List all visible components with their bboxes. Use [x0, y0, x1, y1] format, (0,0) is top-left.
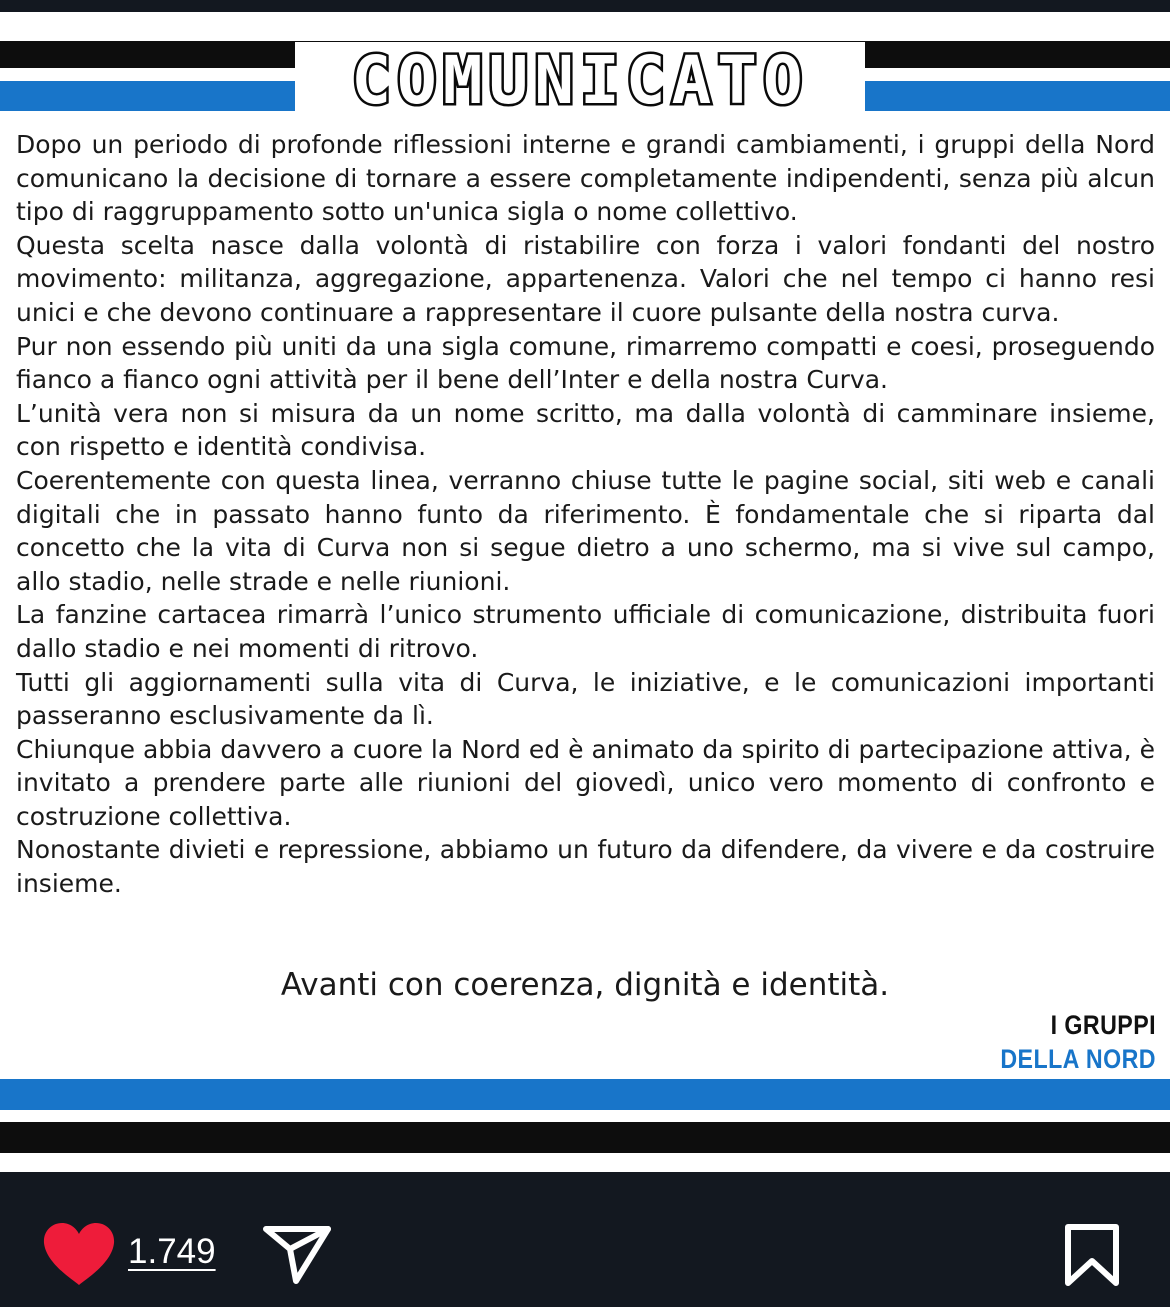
signature-line-1: I GRUPPI: [1050, 1010, 1156, 1040]
title-box: [295, 42, 865, 120]
save-button[interactable]: [1064, 1223, 1120, 1287]
post-title: COMUNICATO: [351, 42, 809, 119]
paragraph: Dopo un periodo di profonde riflessioni interne e grandi cambiamenti, i gruppi della Nord comunicano la decisione di tornare a essere completamente indipendenti, senza più alcun tipo di raggruppamento sotto un'unica sigla o nome collettivo.: [16, 130, 1155, 227]
signature: [1000, 1008, 1156, 1076]
closing-line: Avanti con coerenza, dignità e identità.: [280, 967, 890, 1003]
paragraph: Nonostante divieti e repressione, abbiamo un futuro da difendere, da vivere e da costruire insieme.: [16, 835, 1155, 899]
paragraph: La fanzine cartacea rimarrà l’unico strumento ufficiale di comunicazione, distribuita fuori dallo stadio e nei momenti di ritrovo.: [16, 600, 1155, 663]
paragraph: Chiunque abbia davvero a cuore la Nord ed è animato da spirito di partecipazione attiva, è invitato a prendere parte alle riunioni del giovedì, unico vero momento di confronto e costruzione collettiva.: [16, 734, 1155, 831]
paragraph: Questa scelta nasce dalla volontà di ristabilire con forza i valori fondanti del nostro movimento: militanza, aggregazione, appartenenza. Valori che nel tempo ci hanno resi unici e che devono continuare a rappresentare il cuore pulsante della nostra curva.: [16, 230, 1155, 327]
paragraph: Tutti gli aggiornamenti sulla vita di Curva, le iniziative, e le comunicazioni importanti passeranno esclusivamente da lì.: [16, 667, 1155, 731]
signature-line-2: DELLA NORD: [1000, 1044, 1156, 1074]
like-button[interactable]: [42, 1221, 116, 1287]
share-button[interactable]: [262, 1223, 332, 1285]
heart-icon: [42, 1221, 116, 1287]
paragraph: L’unità vera non si misura da un nome scritto, ma dalla volontà di camminare insieme, con rispetto e identità condivisa.: [16, 398, 1155, 462]
send-icon: [262, 1223, 332, 1285]
like-count[interactable]: 1.749: [128, 1232, 216, 1271]
bookmark-icon: [1064, 1223, 1120, 1287]
post-action-bar: [0, 1185, 1170, 1307]
paragraph: Pur non essendo più uniti da una sigla comune, rimarremo compatti e coesi, proseguendo fianco a fianco ogni attività per il bene dell’Inter e della nostra Curva.: [16, 331, 1155, 395]
post-image: [0, 12, 1170, 1172]
bottom-black-stripe: [0, 1122, 1170, 1153]
post-body: [16, 128, 1155, 901]
bottom-blue-stripe: [0, 1079, 1170, 1110]
paragraph: Coerentemente con questa linea, verranno chiuse tutte le pagine social, siti web e canali digitali che in passato hanno funto da riferimento. È fondamentale che si riparta dal concetto che la vita di Curva non si segue dietro a uno schermo, ma si vive sul campo, allo stadio, nelle strade e nelle riunioni.: [16, 465, 1155, 596]
